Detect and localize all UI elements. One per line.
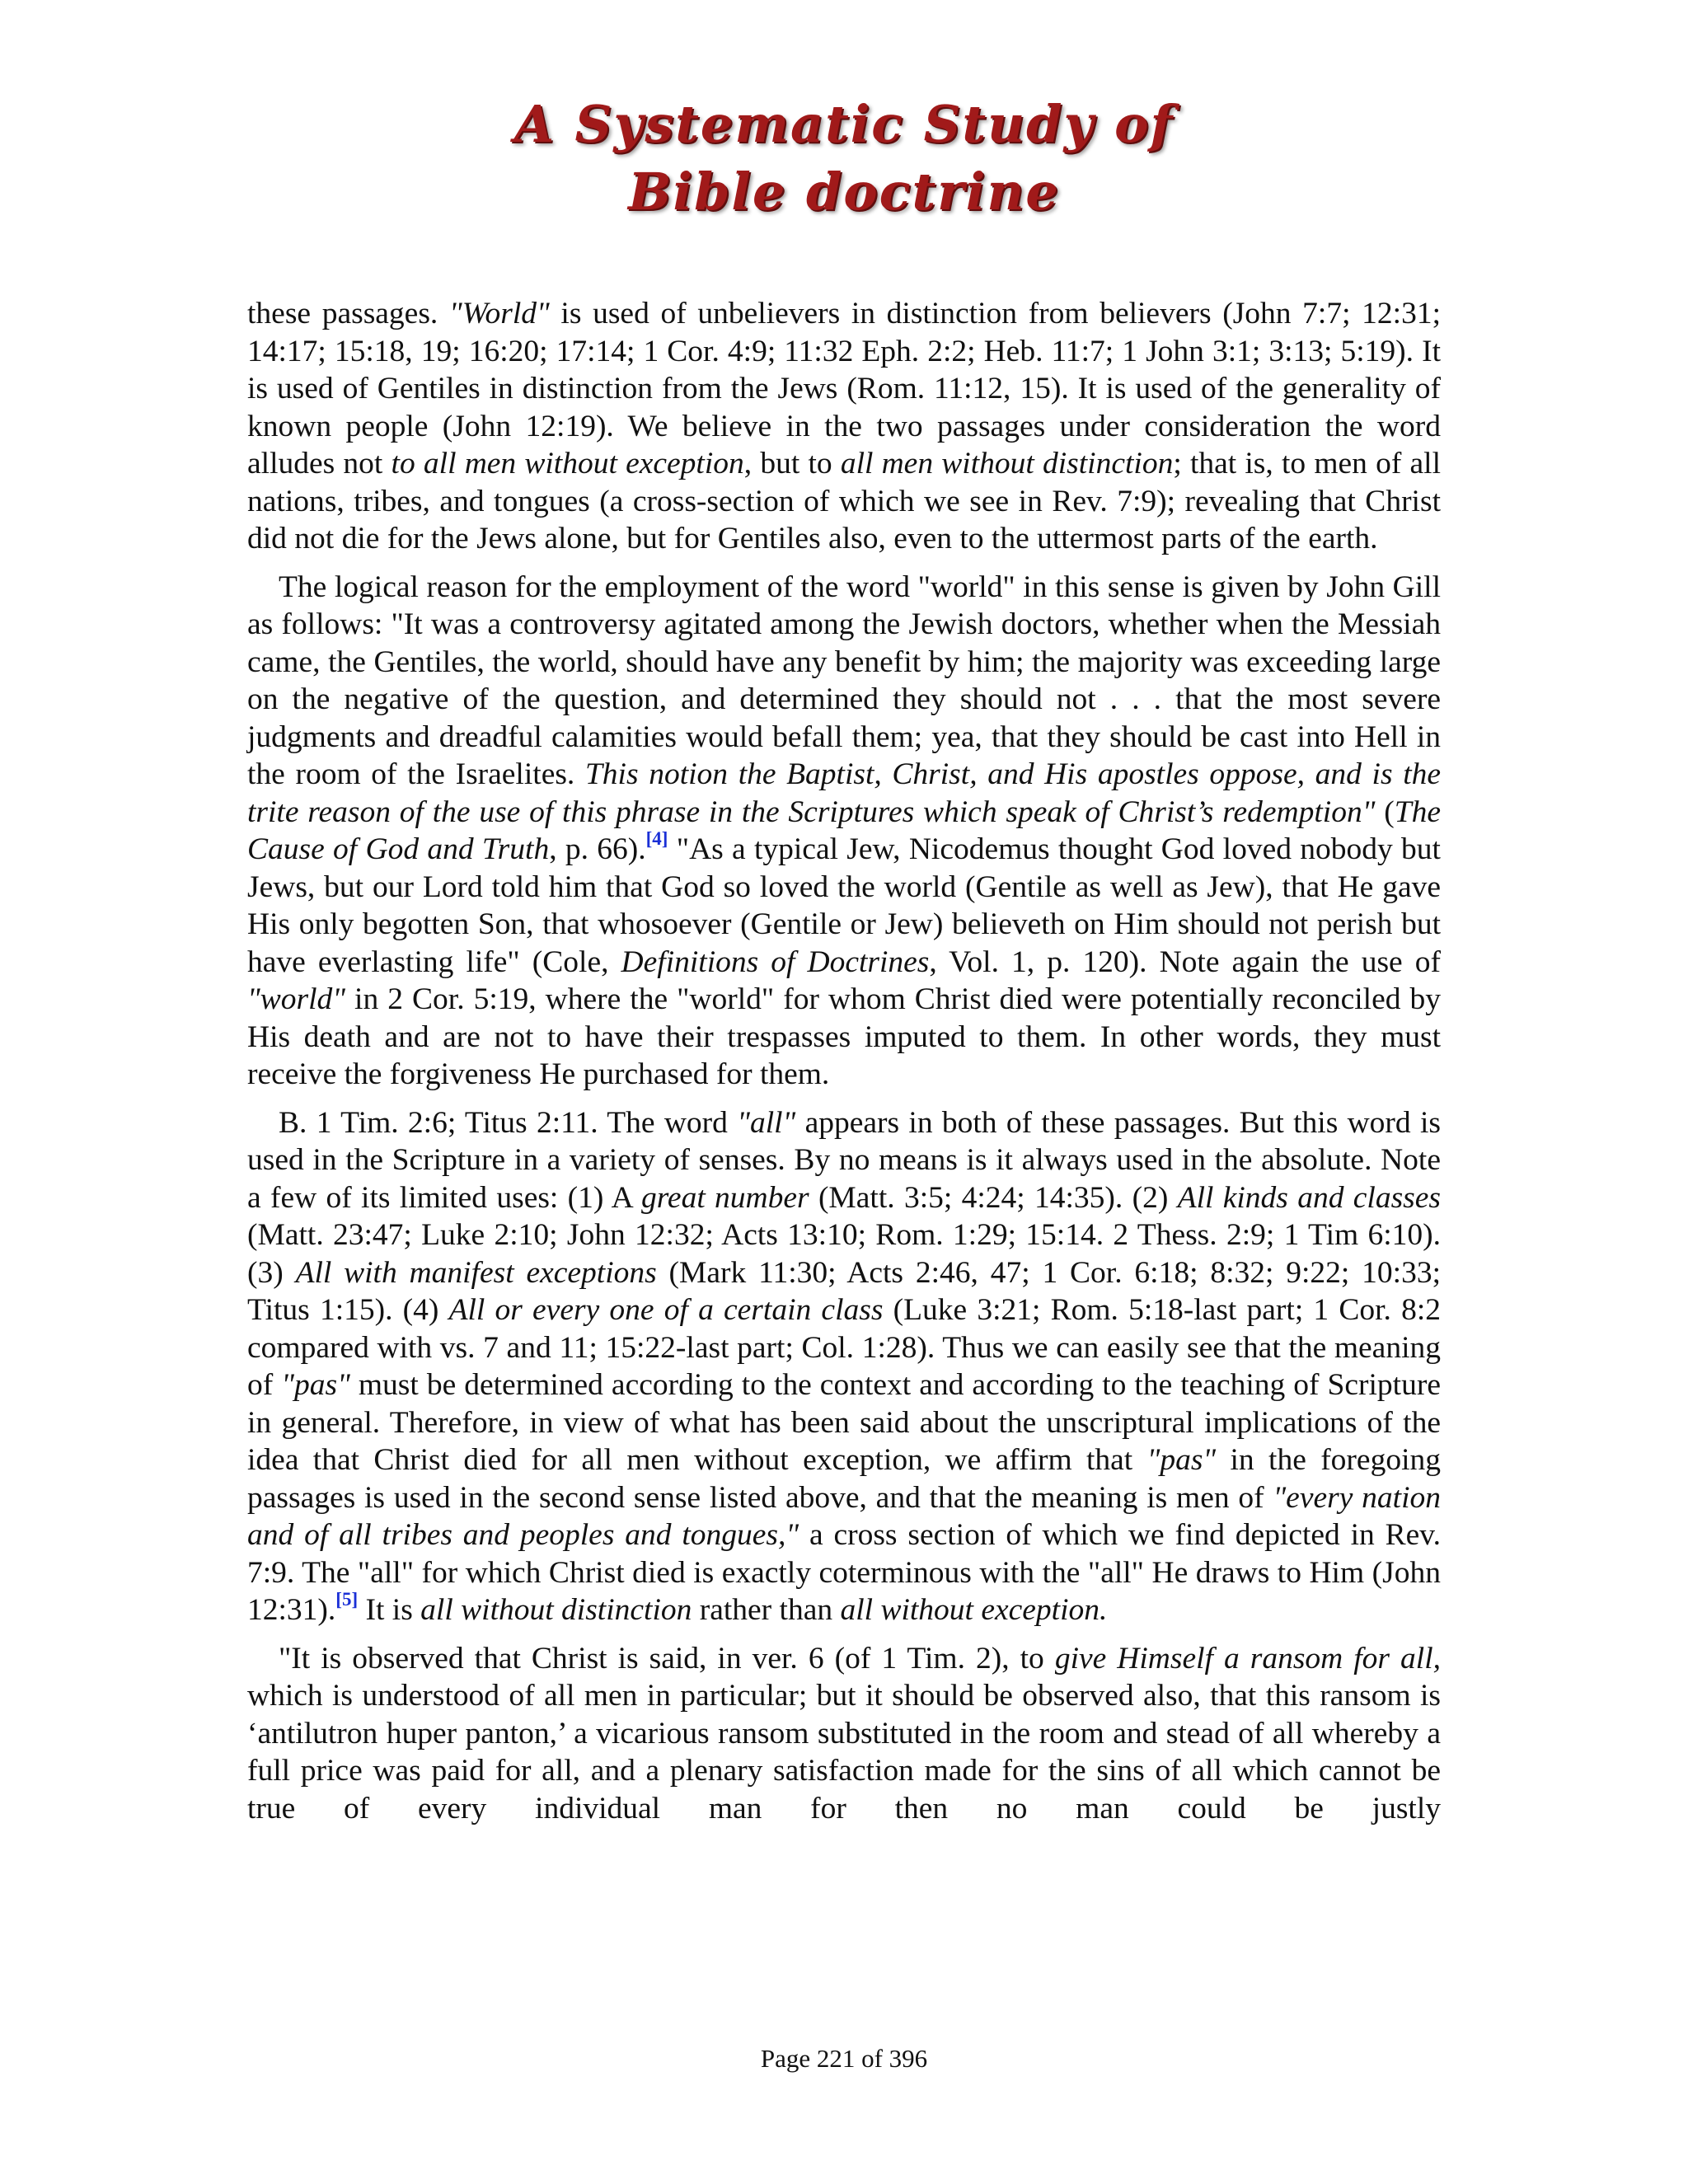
text-run: B. 1 Tim. 2:6; Titus 2:11. The word	[279, 1105, 738, 1140]
text-run: , Vol. 1, p. 120). Note again the use of	[929, 944, 1441, 979]
paragraph-4	[247, 1640, 1441, 1828]
italic-run: all without distinction	[420, 1593, 692, 1627]
italic-run: "World"	[448, 297, 550, 330]
text-run: (	[1375, 794, 1395, 829]
footnote-link-4[interactable]: [4]	[645, 828, 668, 849]
text-run: in 2 Cor. 5:19, where the "world" for whom Christ died were potentially reconciled by His death and are not to have their trespasses imputed to them. In other words, they must receive the forgiveness He purchased for them.	[247, 982, 1441, 1091]
text-run: "As a typical Jew, Nicodemus thought God loved nobody but Jews, but our Lord told him that God so loved the world (Gentile as well as Jew), that He gave His only begotten Son, that whosoever (Gentile or Jew) believeth on Him should not perish but have everlasting life" (Cole,	[247, 832, 1441, 979]
italic-run: all men without distinction	[840, 447, 1174, 480]
text-run: in the foregoing passages is used in the second sense listed above, and that the meaning is men of	[247, 1443, 1441, 1515]
text-run: The logical reason for the employment of the word "world" in this sense is given by John Gill as follows: "It was a controversy agitated among the Jewish doctors, whether when the Messiah came, the Gentiles, the world, should have any benefit by him; the majority was exceeding large on the negative of the question, and determined they should not . . . that the most severe judgments and dreadful calamities would befall them; yea, that they should be cast into Hell in the room of the Israelites.	[247, 569, 1441, 791]
document-header	[0, 91, 1688, 226]
text-run: rather than	[692, 1593, 841, 1627]
italic-run: to all men without exception	[391, 447, 744, 480]
italic-run: great number	[640, 1180, 809, 1215]
italic-run: All or every one of a certain class	[448, 1293, 884, 1327]
text-run: which is understood of all men in particular; but it should be observed also, that this ransom is ‘antilutron huper panton,’ a vicarious ransom substituted in the room and stead of all whereby a full price was paid for all, and a plenary satisfaction made for the sins of all which cannot be true of every individual man for then no man could be justly	[247, 1679, 1441, 1825]
text-run: , p. 66).	[549, 832, 646, 866]
header-title-line-2: Bible doctrine	[628, 162, 1060, 222]
text-run: is used of unbelievers in distinction from believers (John 7:7; 12:31; 14:17; 15:18, 19; 16:20; 17:14; 1 Cor. 4:9; 11:32 Eph. 2:2; Heb. 11:7; 1 John 3:1; 3:13; 5:19). It is used of Gentiles in distinction from the Jews (Rom. 11:12, 15). It is used of the generality of known people (John 12:19). We believe in the two passages under consideration the word alludes not	[247, 297, 1442, 480]
text-run: ; that is, to men of all nations, tribes, and tongues (a cross-section of which we see in Rev. 7:9); revealing that Christ did not die for the Jews alone, but for Gentiles also, even to the uttermost parts of the earth.	[247, 447, 1441, 555]
text-run: these passages.	[247, 297, 449, 330]
text-run: It is	[358, 1593, 421, 1627]
italic-run: This notion the Baptist, Christ, and His apostles oppose, and is the trite reason of the use of this phrase in the Scriptures which speak of Christ’s redemption"	[247, 757, 1442, 829]
italic-run: "every nation and of all tribes and peoples and tongues,"	[247, 1480, 1441, 1552]
text-run: a cross section of which we find depicted in Rev. 7:9. The "all" for which Christ died is exactly coterminous with the "all" He draws to Him (John 12:31).	[247, 1518, 1441, 1627]
page-number: Page 221 of 396	[760, 2044, 928, 2073]
italic-run: "pas"	[281, 1368, 350, 1402]
italic-run: give Himself a ransom for all,	[1054, 1641, 1442, 1675]
text-run: appears in both of these passages. But this word is used in the Scripture in a variety of senses. By no means is it always used in the absolute. Note a few of its limited uses: (1) A	[247, 1105, 1441, 1215]
italic-run: "all"	[737, 1105, 796, 1140]
header-title-line-1: A Systematic Study of	[513, 94, 1175, 154]
italic-run: "pas"	[1146, 1443, 1217, 1477]
italic-run: All kinds and classes	[1177, 1180, 1441, 1215]
italic-run: All with manifest exceptions	[295, 1255, 657, 1290]
text-run: (Mark 11:30; Acts 2:46, 47; 1 Cor. 6:18; 8:32; 9:22; 10:33; Titus 1:15). (4)	[247, 1255, 1441, 1327]
italic-run: Definitions of Doctrines	[621, 944, 930, 979]
italic-run: all without exception.	[840, 1593, 1108, 1627]
footnote-link-5[interactable]: [5]	[335, 1589, 359, 1610]
italic-run: "world"	[247, 982, 346, 1016]
paragraph-2	[247, 569, 1441, 1094]
text-run: must be determined according to the context and according to the teaching of Scripture in general. Therefore, in view of what has been said about the unscriptural implications of the idea that Christ died for all men without exception, we affirm that	[247, 1368, 1441, 1477]
text-run: (Matt. 3:5; 4:24; 14:35). (2)	[809, 1180, 1178, 1215]
text-run: (Matt. 23:47; Luke 2:10; John 12:32; Acts 13:10; Rom. 1:29; 15:14. 2 Thess. 2:9; 1 Tim 6:10). (3)	[247, 1218, 1441, 1290]
paragraph-1	[247, 295, 1441, 558]
paragraph-3	[247, 1104, 1441, 1629]
text-run: (Luke 3:21; Rom. 5:18-last part; 1 Cor. 8:2 compared with vs. 7 and 11; 15:22-last part; Col. 1:28). Thus we can easily see that the meaning of	[247, 1293, 1442, 1402]
italic-run: The Cause of God and Truth	[247, 794, 1441, 866]
document-body	[247, 295, 1441, 1827]
text-run: , but to	[743, 447, 841, 480]
text-run: "It is observed that Christ is said, in ver. 6 (of 1 Tim. 2), to	[279, 1641, 1055, 1675]
